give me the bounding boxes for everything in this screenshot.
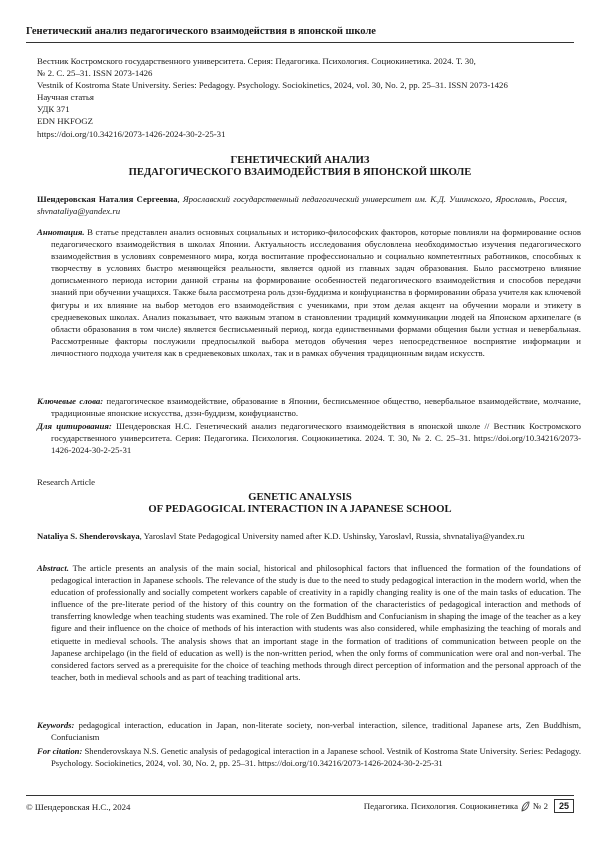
footer-journal: Педагогика. Психология. Социокинетика <box>363 801 518 811</box>
meta-line-issue-ru: № 2. С. 25–31. ISSN 2073-1426 <box>37 68 153 79</box>
footer-rule <box>26 795 574 796</box>
author-ru-name: Шендеровская Наталия Сергеевна <box>37 194 178 204</box>
publication-metadata <box>37 55 567 140</box>
keywords-en-label: Keywords: <box>37 720 75 730</box>
author-en-name: Nataliya S. Shenderovskaya <box>37 531 140 541</box>
citation-ru <box>37 420 581 456</box>
running-header: Генетический анализ педагогического взаимодействия в японской школе <box>26 26 376 37</box>
meta-line-edn: EDN HKFOGZ <box>37 116 93 127</box>
title-ru-line1: ГЕНЕТИЧЕСКИЙ АНАЛИЗ <box>230 155 370 166</box>
citation-en <box>37 745 581 769</box>
keywords-ru-label: Ключевые слова: <box>37 396 104 406</box>
article-type-en: Research Article <box>37 477 96 487</box>
abstract-en-text: The article presents an analysis of the main social, historical and philosophical factors that influenced the formation of the foundations of pedagogical interaction in Japanese schools. The relevance of the study is due to the need to study pedagogical interaction in the modern world, when the education of professionally and socially competent workers capable of creativity in a rapidly changing reality is one of the main tasks of education. The influence of the pre-literate period of the history of this country on the formation of the characteristics of pedagogical interaction and methods of transferring knowledge when teaching students was examined. The role of Zen Buddhism and Confucianism in shaping the image of the teacher as a key figure and their influence on the choice of methods of his interaction with students was also considered, while emphasizing the teaching of morals and etiquette in medieval schools. The analysis shows that an important stage in the formation of traditions of communication between people on the Japanese archipelago (in the field of education as well) is the non-written period, when the only forms of communication were oral and non-verbal. The considered factors served as a prerequisite for the choice of teaching methods through direct perception of information and the personal approach of the teacher, both in medieval schools and as part of teaching traditional arts. <box>51 563 581 682</box>
meta-line-journal-en: Vestnik of Kostroma State University. Series: Pedagogy. Psychology. Sociokinetics, 2024, vol. 30, No. 2, pp. 25–31. ISSN 2073-1426 <box>37 80 508 91</box>
author-ru-affiliation: , Ярославский государственный педагогический университет им. К.Д. Ушинского, Ярославль, Россия, shvnataliya@yandex.ru <box>37 194 567 217</box>
keywords-en-text: pedagogical interaction, education in Japan, non-literate society, non-verbal interaction, silence, traditional Japanese arts, Zen Buddhism, Confucianism <box>51 720 581 743</box>
keywords-ru <box>37 395 581 419</box>
citation-ru-label: Для цитирования: <box>37 421 112 431</box>
title-en-line1: GENETIC ANALYSIS <box>248 492 352 503</box>
abstract-ru <box>37 226 581 359</box>
footer-issue: № 2 <box>532 801 548 811</box>
header-rule <box>26 42 574 43</box>
author-en-affiliation: , Yaroslavl State Pedagogical University named after K.D. Ushinsky, Yaroslavl, Russia, shvnataliya@yandex.ru <box>139 531 525 541</box>
meta-line-article-type: Научная статья <box>37 92 94 103</box>
keywords-en <box>37 719 581 743</box>
meta-line-udc: УДК 371 <box>37 104 70 115</box>
title-en-line2: OF PEDAGOGICAL INTERACTION IN A JAPANESE SCHOOL <box>148 504 452 515</box>
abstract-en <box>37 562 581 683</box>
abstract-ru-text: В статье представлен анализ основных социальных и историко-философских факторов, которые повлияли на формирование основ педагогического взаимодействия в школах Японии. Актуальность исследования обусловлена необходимостью изучения педагогического взаимодействия в условиях современного мира, когда воспитание профессионально и социально компетентных работников, способных к творчеству в условиях быстро меняющейся реальности, является одной из главных задач образования. Было рассмотрено влияние дописьменного периода истории данной страны на формирование особенностей педагогического взаимодействия и способов передачи знаний при обучении учащихся. Также была рассмотрена роль дзэн-буддизма и конфуцианства в формировании образа учителя как ключевой фигуры и их влияние на выбор методов его взаимодействия с учениками, при этом делая акцент на обучении морали и этикету в средневековых школах. Анализ показывает, что важным этапом в становлении традиций коммуникации людей на Японском архипелаге (в области образования в том числе) является бесписьменный период, когда единственными формами общения были устная и невербальная. Рассмотренные факторы послужили предпосылкой выбора методов обучения через непосредственное восприятие информации и личностного подхода учителя как в средневековых школах, так и в рамках обучения традиционным видам искусств. <box>51 227 581 358</box>
leaf-logo-icon <box>521 801 530 812</box>
citation-en-text: Shenderovskaya N.S. Genetic analysis of pedagogical interaction in a Japanese school. Vestnik of Kostroma State University. Series: Pedagogy. Psychology. Sociokinetics, 2024, vol. 30, No. 2, pp. 25–31. https://doi.org/10.34216/2073-1426-2024-30-2-25-31 <box>51 746 581 769</box>
page-number: 25 <box>554 799 574 813</box>
abstract-ru-label: Аннотация. <box>37 227 85 237</box>
footer-copyright: © Шендеровская Н.С., 2024 <box>26 802 131 812</box>
title-en <box>26 492 574 516</box>
meta-line-doi[interactable]: https://doi.org/10.34216/2073-1426-2024-30-2-25-31 <box>37 128 226 139</box>
title-ru-line2: ПЕДАГОГИЧЕСКОГО ВЗАИМОДЕЙСТВИЯ В ЯПОНСКОЙ ШКОЛЕ <box>128 167 472 178</box>
title-ru <box>26 155 574 179</box>
abstract-en-label: Abstract. <box>37 563 69 573</box>
keywords-ru-text: педагогическое взаимодействие, образование в Японии, бесписьменное общество, невербальное взаимодействие, молчание, традиционные японские искусства, дзэн-буддизм, конфуцианство. <box>51 396 581 419</box>
citation-en-label: For citation: <box>37 746 83 756</box>
footer-right <box>364 799 574 813</box>
author-ru <box>37 193 567 217</box>
citation-ru-text: Шендеровская Н.С. Генетический анализ педагогического взаимодействия в японской школе // Вестник Костромского государственного университета. Серия: Педагогика. Психология. Социокинетика. 2024. Т. 30, № 2. С. 25–31. https://doi.org/10.34216/2073-1426-2024-30-2-25-31 <box>51 421 581 456</box>
meta-line-journal-ru: Вестник Костромского государственного университета. Серия: Педагогика. Психология. Социокинетика. 2024. Т. 30, <box>37 56 476 66</box>
author-en <box>37 530 567 542</box>
